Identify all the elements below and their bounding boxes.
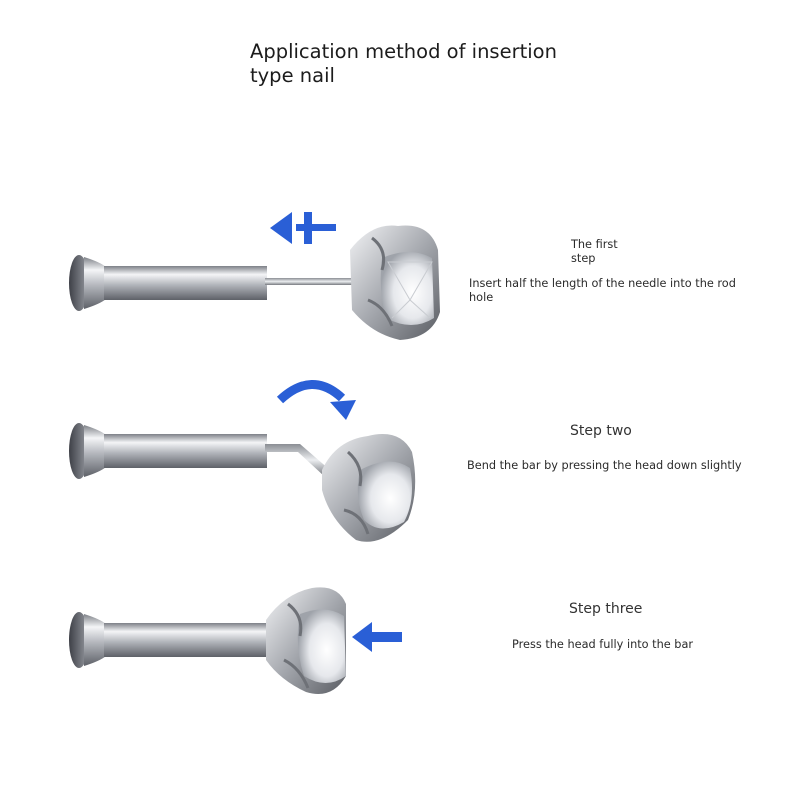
step2-bent-pin	[265, 444, 330, 476]
step2-collar	[84, 425, 106, 477]
step2-bar	[104, 434, 267, 468]
step1-description: Insert half the length of the needle into the rod hole	[469, 277, 736, 304]
step1-title: The first step	[571, 238, 618, 265]
step2-gem-setting	[322, 434, 415, 542]
step2-title: Step two	[570, 423, 632, 439]
step1-pin	[265, 278, 357, 285]
step1-gem-setting	[350, 226, 440, 341]
curved-arrow-icon	[280, 384, 356, 420]
step3-bar	[104, 623, 274, 657]
step3-collar	[84, 614, 106, 666]
step3-gem-setting	[266, 587, 346, 694]
left-arrow-icon	[352, 622, 402, 652]
step3-title: Step three	[569, 601, 643, 617]
step1-collar	[84, 257, 106, 309]
page-title-line1: Application method of insertion	[250, 40, 557, 63]
step1-bar	[104, 266, 267, 300]
step1-illustration	[69, 212, 440, 340]
step3-illustration	[69, 587, 402, 694]
page-title-line2: type nail	[250, 64, 335, 87]
left-arrow-icon	[270, 212, 336, 244]
step2-illustration	[69, 384, 415, 541]
step2-description: Bend the bar by pressing the head down slightly	[467, 459, 742, 472]
step3-description: Press the head fully into the bar	[512, 638, 694, 651]
